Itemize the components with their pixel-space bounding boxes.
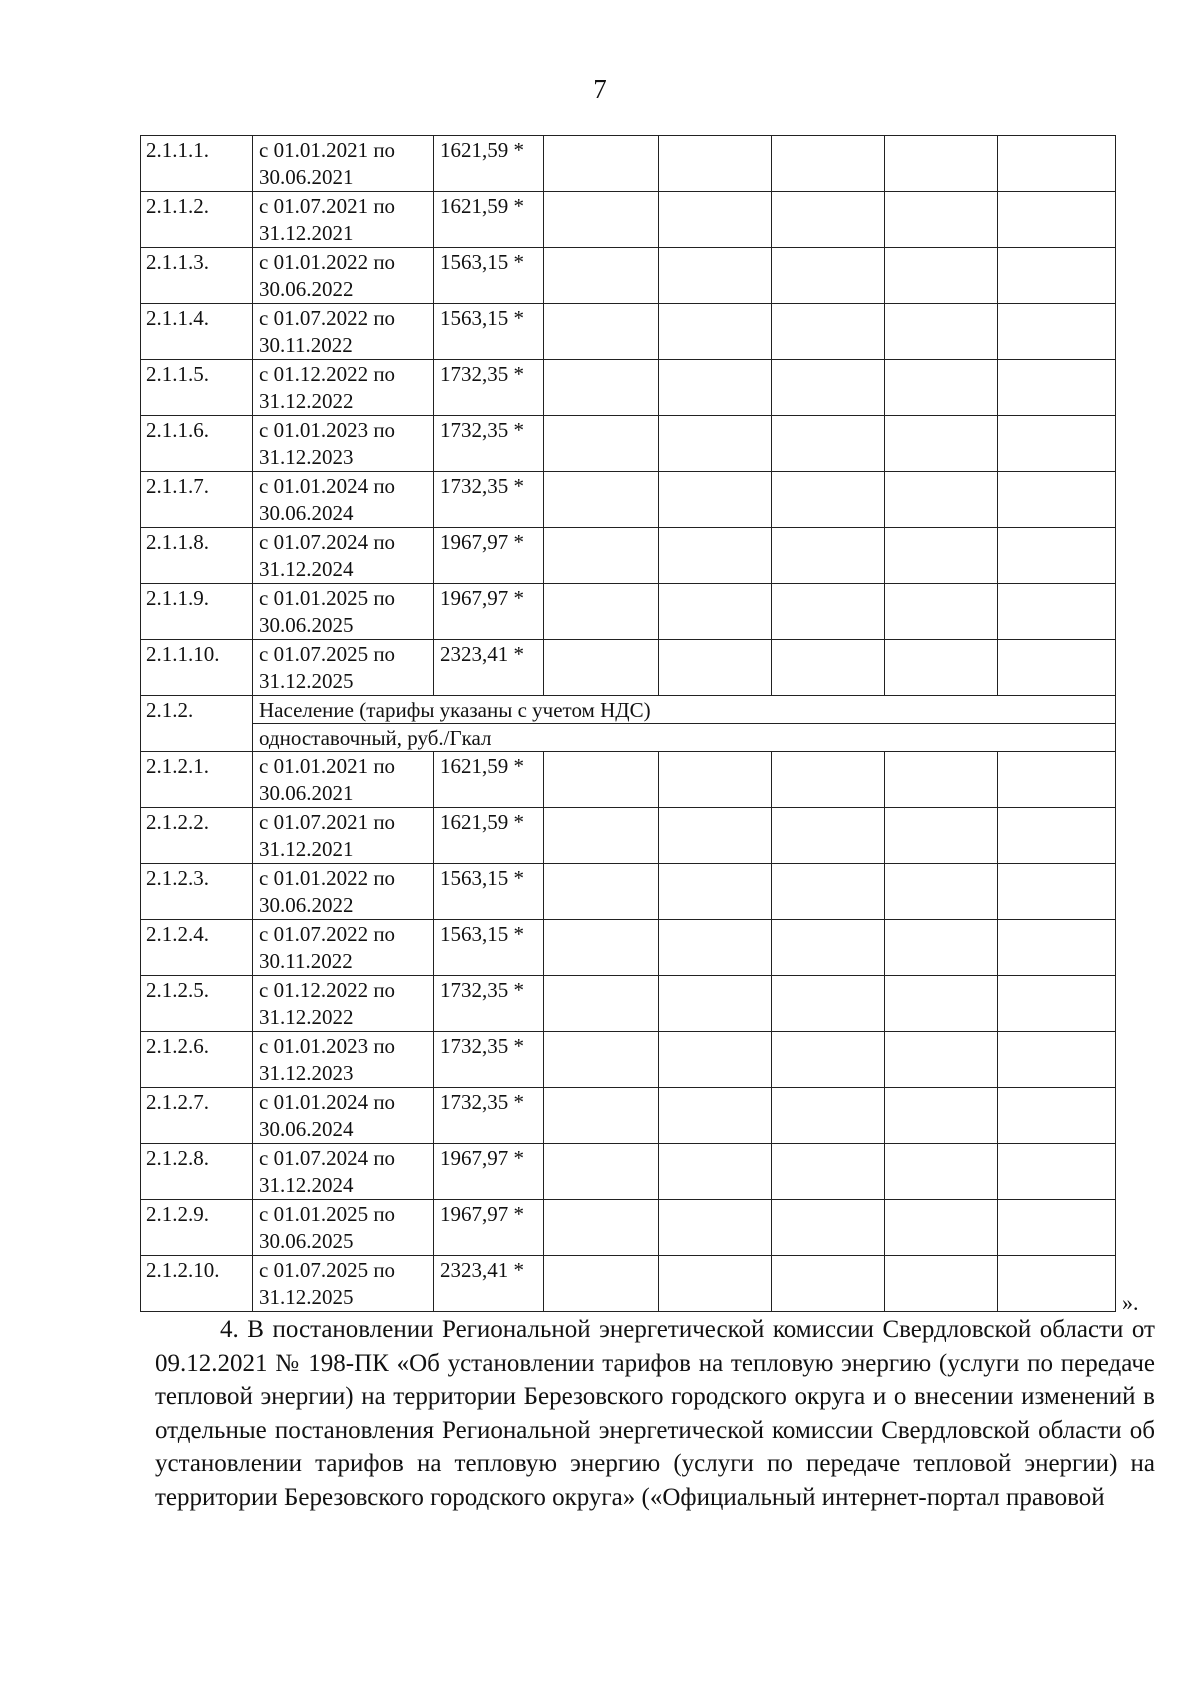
empty-cell (998, 1144, 1116, 1200)
period-cell (253, 528, 434, 584)
empty-cell (998, 1032, 1116, 1088)
empty-cell (544, 1032, 659, 1088)
empty-cell (659, 864, 772, 920)
empty-cell (998, 1256, 1116, 1312)
empty-cell (544, 248, 659, 304)
empty-cell (772, 640, 885, 696)
empty-cell (659, 472, 772, 528)
table-row (141, 248, 1116, 304)
table-row (141, 528, 1116, 584)
period-end: 30.06.2022 (259, 893, 354, 917)
period-start: с 01.01.2024 по (259, 1090, 396, 1114)
table-row (141, 192, 1116, 248)
row-number: 2.1.1.5. (141, 360, 253, 416)
table-row (141, 864, 1116, 920)
table-row (141, 1088, 1116, 1144)
empty-cell (659, 136, 772, 192)
row-number: 2.1.2.1. (141, 752, 253, 808)
empty-cell (772, 752, 885, 808)
period-start: с 01.07.2021 по (259, 810, 396, 834)
tariff-value: 1563,15 * (434, 864, 544, 920)
tariff-table-body (141, 136, 1116, 1312)
tariff-value: 1563,15 * (434, 920, 544, 976)
period-end: 31.12.2023 (259, 1061, 354, 1085)
table-row (141, 808, 1116, 864)
tariff-value: 2323,41 * (434, 640, 544, 696)
table-row (141, 976, 1116, 1032)
period-start: с 01.12.2022 по (259, 362, 396, 386)
section-row (141, 696, 1116, 724)
table-row (141, 360, 1116, 416)
period-end: 31.12.2022 (259, 389, 354, 413)
tariff-value: 1967,97 * (434, 1200, 544, 1256)
row-number: 2.1.1.7. (141, 472, 253, 528)
row-number: 2.1.1.10. (141, 640, 253, 696)
row-number: 2.1.2.10. (141, 1256, 253, 1312)
closing-quote: ». (1122, 1290, 1139, 1315)
period-end: 31.12.2024 (259, 557, 354, 581)
period-start: с 01.01.2023 по (259, 418, 396, 442)
period-end: 30.11.2022 (259, 949, 353, 973)
empty-cell (885, 752, 998, 808)
tariff-value: 1621,59 * (434, 136, 544, 192)
table-row (141, 416, 1116, 472)
period-end: 30.06.2024 (259, 501, 354, 525)
empty-cell (772, 1144, 885, 1200)
empty-cell (772, 1200, 885, 1256)
empty-cell (885, 864, 998, 920)
period-cell (253, 752, 434, 808)
empty-cell (885, 1144, 998, 1200)
empty-cell (772, 1032, 885, 1088)
empty-cell (772, 528, 885, 584)
table-row (141, 472, 1116, 528)
table-row (141, 920, 1116, 976)
empty-cell (885, 1256, 998, 1312)
empty-cell (885, 1032, 998, 1088)
table-row (141, 640, 1116, 696)
empty-cell (998, 472, 1116, 528)
table-row (141, 1256, 1116, 1312)
tariff-value: 1563,15 * (434, 304, 544, 360)
empty-cell (885, 528, 998, 584)
empty-cell (885, 976, 998, 1032)
empty-cell (544, 1200, 659, 1256)
row-number: 2.1.2.8. (141, 1144, 253, 1200)
period-cell (253, 640, 434, 696)
empty-cell (998, 1088, 1116, 1144)
empty-cell (659, 640, 772, 696)
row-number: 2.1.1.3. (141, 248, 253, 304)
empty-cell (659, 976, 772, 1032)
tariff-table (140, 135, 1116, 1312)
body-paragraph: 4. В постановлении Региональной энергетической комиссии Свердловской области от 09.12.2021 № 198-ПК «Об установлении тарифов на тепловую энергию (услуги по передаче тепловой энергии) на территории Березовского городского округа и о внесении изменений в отдельные постановления Региональной энергетической комиссии Свердловской области об установлении тарифов на тепловую энергию (услуги по передаче тепловой энергии) на территории Березовского городского округа» («Официальный интернет-портал правовой (155, 1316, 1155, 1511)
empty-cell (544, 808, 659, 864)
empty-cell (544, 472, 659, 528)
period-start: с 01.01.2025 по (259, 586, 396, 610)
empty-cell (998, 248, 1116, 304)
empty-cell (544, 752, 659, 808)
tariff-value: 1732,35 * (434, 416, 544, 472)
table-row (141, 1144, 1116, 1200)
period-end: 30.06.2021 (259, 165, 354, 189)
empty-cell (998, 360, 1116, 416)
empty-cell (772, 1256, 885, 1312)
period-cell (253, 192, 434, 248)
period-cell (253, 304, 434, 360)
empty-cell (772, 192, 885, 248)
period-end: 31.12.2021 (259, 837, 354, 861)
period-end: 31.12.2021 (259, 221, 354, 245)
period-end: 31.12.2022 (259, 1005, 354, 1029)
subsection-row (141, 724, 1116, 752)
row-number: 2.1.1.6. (141, 416, 253, 472)
empty-cell (772, 864, 885, 920)
period-end: 30.06.2025 (259, 613, 354, 637)
tariff-value: 1621,59 * (434, 808, 544, 864)
period-start: с 01.07.2025 по (259, 642, 396, 666)
empty-cell (772, 136, 885, 192)
period-cell (253, 1200, 434, 1256)
empty-cell (885, 640, 998, 696)
period-start: с 01.01.2023 по (259, 1034, 396, 1058)
period-start: с 01.07.2021 по (259, 194, 396, 218)
period-start: с 01.01.2025 по (259, 1202, 396, 1226)
period-cell (253, 1256, 434, 1312)
empty-cell (772, 808, 885, 864)
period-end: 31.12.2025 (259, 1285, 354, 1309)
row-number: 2.1.1.8. (141, 528, 253, 584)
empty-cell (772, 360, 885, 416)
empty-cell (659, 920, 772, 976)
period-start: с 01.07.2024 по (259, 1146, 396, 1170)
empty-cell (544, 416, 659, 472)
empty-cell (998, 808, 1116, 864)
empty-cell (659, 528, 772, 584)
period-cell (253, 472, 434, 528)
period-cell (253, 1144, 434, 1200)
period-start: с 01.07.2022 по (259, 306, 396, 330)
period-cell (253, 248, 434, 304)
empty-cell (772, 248, 885, 304)
empty-cell (998, 584, 1116, 640)
row-number: 2.1.2.3. (141, 864, 253, 920)
empty-cell (885, 248, 998, 304)
empty-cell (998, 1200, 1116, 1256)
row-number: 2.1.2.9. (141, 1200, 253, 1256)
empty-cell (544, 976, 659, 1032)
tariff-value: 1732,35 * (434, 1088, 544, 1144)
empty-cell (544, 584, 659, 640)
row-number: 2.1.1.2. (141, 192, 253, 248)
tariff-value: 1967,97 * (434, 584, 544, 640)
tariff-type-label: одноставочный, руб./Гкал (253, 724, 1116, 752)
row-number: 2.1.1.1. (141, 136, 253, 192)
empty-cell (659, 808, 772, 864)
empty-cell (544, 1088, 659, 1144)
tariff-value: 1967,97 * (434, 1144, 544, 1200)
empty-cell (544, 1144, 659, 1200)
empty-cell (772, 304, 885, 360)
empty-cell (772, 416, 885, 472)
row-number: 2.1.2.7. (141, 1088, 253, 1144)
empty-cell (659, 584, 772, 640)
empty-cell (659, 1144, 772, 1200)
empty-cell (544, 920, 659, 976)
empty-cell (885, 416, 998, 472)
empty-cell (998, 976, 1116, 1032)
empty-cell (772, 1088, 885, 1144)
empty-cell (998, 304, 1116, 360)
empty-cell (998, 864, 1116, 920)
empty-cell (772, 976, 885, 1032)
period-start: с 01.01.2022 по (259, 866, 396, 890)
period-start: с 01.07.2024 по (259, 530, 396, 554)
empty-cell (998, 528, 1116, 584)
empty-cell (772, 472, 885, 528)
section-number: 2.1.2. (141, 696, 253, 752)
period-cell (253, 1032, 434, 1088)
empty-cell (998, 752, 1116, 808)
period-end: 31.12.2023 (259, 445, 354, 469)
empty-cell (885, 920, 998, 976)
table-row (141, 1032, 1116, 1088)
period-cell (253, 1088, 434, 1144)
tariff-value: 1732,35 * (434, 1032, 544, 1088)
period-end: 30.06.2022 (259, 277, 354, 301)
tariff-value: 1621,59 * (434, 752, 544, 808)
empty-cell (885, 1088, 998, 1144)
table-row (141, 1200, 1116, 1256)
row-number: 2.1.2.5. (141, 976, 253, 1032)
empty-cell (659, 416, 772, 472)
period-start: с 01.01.2024 по (259, 474, 396, 498)
tariff-value: 1967,97 * (434, 528, 544, 584)
empty-cell (998, 136, 1116, 192)
tariff-value: 2323,41 * (434, 1256, 544, 1312)
empty-cell (772, 920, 885, 976)
tariff-value: 1732,35 * (434, 360, 544, 416)
empty-cell (659, 752, 772, 808)
period-cell (253, 976, 434, 1032)
period-end: 31.12.2025 (259, 669, 354, 693)
row-number: 2.1.1.4. (141, 304, 253, 360)
table-row (141, 584, 1116, 640)
tariff-value: 1621,59 * (434, 192, 544, 248)
empty-cell (998, 416, 1116, 472)
empty-cell (659, 1200, 772, 1256)
period-end: 30.06.2021 (259, 781, 354, 805)
period-start: с 01.07.2025 по (259, 1258, 396, 1282)
empty-cell (885, 136, 998, 192)
period-cell (253, 584, 434, 640)
empty-cell (659, 1088, 772, 1144)
empty-cell (659, 1032, 772, 1088)
period-cell (253, 416, 434, 472)
period-end: 30.11.2022 (259, 333, 353, 357)
empty-cell (544, 360, 659, 416)
period-start: с 01.07.2022 по (259, 922, 396, 946)
page-number: 7 (593, 74, 607, 104)
empty-cell (544, 192, 659, 248)
empty-cell (544, 1256, 659, 1312)
empty-cell (885, 192, 998, 248)
period-cell (253, 808, 434, 864)
period-cell (253, 360, 434, 416)
period-start: с 01.01.2021 по (259, 754, 396, 778)
empty-cell (998, 192, 1116, 248)
period-end: 30.06.2025 (259, 1229, 354, 1253)
empty-cell (659, 1256, 772, 1312)
empty-cell (659, 304, 772, 360)
table-row (141, 136, 1116, 192)
empty-cell (998, 920, 1116, 976)
period-cell (253, 920, 434, 976)
tariff-value: 1732,35 * (434, 976, 544, 1032)
table-row (141, 304, 1116, 360)
empty-cell (885, 584, 998, 640)
row-number: 2.1.2.4. (141, 920, 253, 976)
empty-cell (885, 360, 998, 416)
empty-cell (659, 360, 772, 416)
section-title: Население (тарифы указаны с учетом НДС) (253, 696, 1116, 724)
empty-cell (544, 528, 659, 584)
empty-cell (544, 304, 659, 360)
empty-cell (772, 584, 885, 640)
row-number: 2.1.2.2. (141, 808, 253, 864)
row-number: 2.1.2.6. (141, 1032, 253, 1088)
table-row (141, 752, 1116, 808)
period-end: 31.12.2024 (259, 1173, 354, 1197)
period-cell (253, 864, 434, 920)
empty-cell (544, 864, 659, 920)
empty-cell (885, 1200, 998, 1256)
period-cell (253, 136, 434, 192)
empty-cell (885, 472, 998, 528)
period-start: с 01.12.2022 по (259, 978, 396, 1002)
empty-cell (885, 304, 998, 360)
tariff-value: 1563,15 * (434, 248, 544, 304)
period-start: с 01.01.2022 по (259, 250, 396, 274)
empty-cell (544, 640, 659, 696)
empty-cell (659, 248, 772, 304)
empty-cell (998, 640, 1116, 696)
empty-cell (885, 808, 998, 864)
period-end: 30.06.2024 (259, 1117, 354, 1141)
row-number: 2.1.1.9. (141, 584, 253, 640)
empty-cell (659, 192, 772, 248)
tariff-value: 1732,35 * (434, 472, 544, 528)
empty-cell (544, 136, 659, 192)
period-start: с 01.01.2021 по (259, 138, 396, 162)
